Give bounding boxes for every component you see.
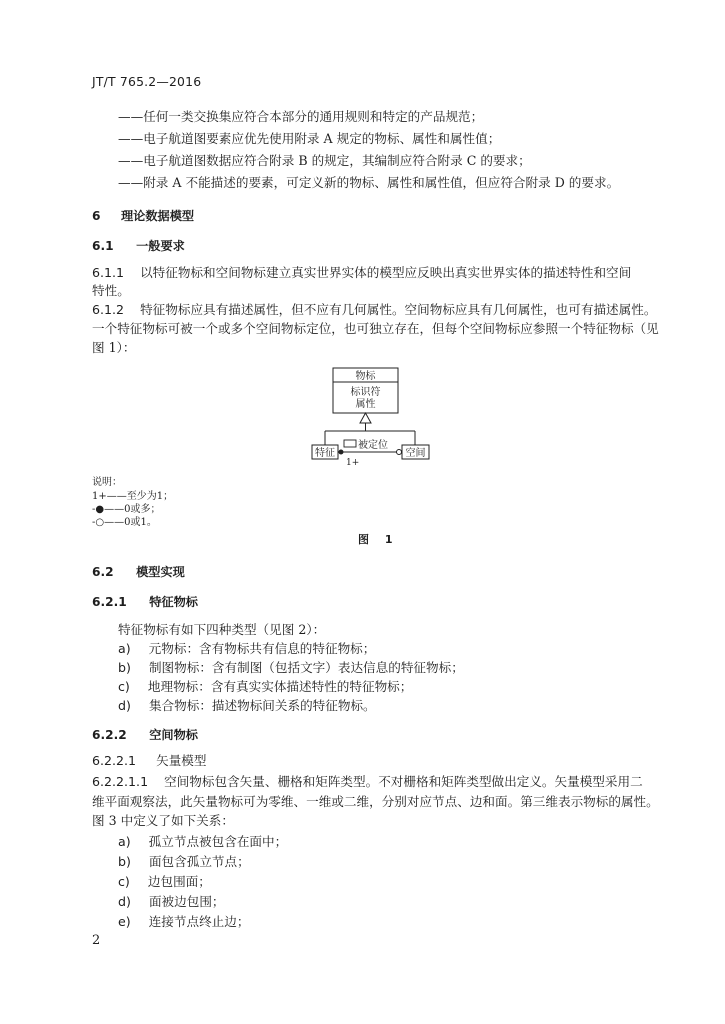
section-6-heading (92, 210, 194, 222)
association-hollow-end (397, 450, 402, 455)
list-text: 集合物标：描述物标间关系的特征物标。 (148, 698, 376, 713)
list-item (118, 662, 464, 675)
rule-item: ——附录 A 不能描述的要素，可定义新的物标、属性和属性值，但应符合附录 D 的要求。 (118, 175, 620, 190)
legend-text: ——0或1。 (104, 517, 157, 528)
paragraph-6-1-2-line2: 一个特征物标可被一个或多个空间物标定位，也可独立存在，但每个空间物标应参照一个特征物标（见 (92, 321, 659, 336)
list-item (118, 916, 249, 929)
list-item (118, 836, 287, 849)
section-title: 理论数据模型 (120, 209, 195, 223)
paragraph-6-2-2-1-1-line1 (92, 776, 643, 789)
legend-item (92, 505, 160, 515)
list-marker: c) (118, 679, 130, 694)
class-attr-line1: 标识符 (350, 387, 381, 398)
section-title: 空间物标 (149, 728, 198, 742)
section-6-1-heading (92, 240, 185, 252)
relation-label: 被定位 (358, 440, 388, 451)
list-marker: d) (118, 698, 131, 713)
spatial-label: 空间 (405, 448, 426, 459)
list-text: 元物标：含有物标共有信息的特征物标； (148, 641, 376, 656)
paragraph-text: 空间物标包含矢量、栅格和矩阵类型。不对栅格和矩阵类型做出定义。矢量模型采用二 (164, 774, 643, 789)
list-text: 边包围面； (147, 874, 211, 889)
list-text: 制图物标：含有制图（包括文字）表达信息的特征物标； (148, 660, 464, 675)
relation-label-box (344, 440, 356, 447)
legend-text: ——0或多； (104, 504, 161, 515)
multiplicity-label: 1+ (346, 458, 360, 468)
paragraph-text: 以特征物标和空间物标建立真实世界实体的模型应反映出真实世界实体的描述特性和空间 (140, 265, 632, 280)
document-header: JT/T 765.2—2016 (92, 74, 202, 89)
list-marker: a) (118, 641, 131, 656)
section-number: 6.2.1 (92, 595, 127, 609)
legend-symbol: 1+ (92, 491, 107, 502)
paragraph-6-2-2-1-1-line2: 维平面观察法，此矢量物标可为零维、一维或二维，分别对应节点、边和面。第三维表示物标的属性。 (92, 794, 659, 809)
feature-types-intro: 特征物标有如下四种类型（见图 2）： (118, 622, 326, 637)
legend-title: 说明： (92, 477, 122, 488)
list-marker: a) (118, 834, 131, 849)
section-6-2-2-1-heading (92, 755, 206, 768)
paragraph-6-1-2-line3: 图 1）： (92, 340, 136, 355)
association-filled-end (339, 450, 344, 455)
inheritance-triangle (360, 413, 371, 423)
list-text: 地理物标：含有真实实体描述特性的特征物标； (147, 679, 413, 694)
list-text: 孤立节点被包含在面中； (148, 834, 288, 849)
rule-item: ——电子航道图要素应优先使用附录 A 规定的物标、属性和属性值； (118, 131, 501, 146)
feature-label: 特征 (315, 448, 335, 459)
figure-1-caption: 图 1 (358, 533, 399, 546)
legend-item (92, 492, 173, 502)
list-marker: e) (118, 914, 131, 929)
class-attr-line2: 属性 (355, 399, 376, 410)
section-title: 矢量模型 (156, 753, 207, 768)
list-marker: d) (118, 894, 131, 909)
section-title: 模型实现 (136, 565, 185, 579)
paragraph-6-1-1-line2: 特性。 (92, 283, 130, 298)
list-text: 面包含孤立节点； (148, 854, 250, 869)
section-title: 一般要求 (136, 239, 185, 253)
section-title: 特征物标 (149, 595, 198, 609)
page-number: 2 (92, 933, 101, 948)
legend-text: ——至少为1； (106, 491, 174, 502)
paragraph-6-1-1-line1 (92, 267, 631, 280)
clause-number: 6.1.2 (92, 302, 125, 317)
legend-symbol: -● (92, 504, 105, 515)
class-name-label: 物标 (355, 371, 376, 382)
list-item (118, 876, 211, 889)
paragraph-6-1-2-line1 (92, 304, 656, 317)
rule-item: ——电子航道图数据应符合附录 B 的规定，其编制应符合附录 C 的要求； (118, 153, 531, 168)
section-6-2-heading (92, 566, 185, 578)
rule-item: ——任何一类交换集应符合本部分的通用规则和特定的产品规范； (118, 109, 484, 124)
list-marker: c) (118, 874, 130, 889)
section-6-2-1-heading (92, 596, 198, 608)
list-text: 面被边包围； (148, 894, 225, 909)
list-item (118, 856, 250, 869)
paragraph-6-2-2-1-1-line3: 图 3 中定义了如下关系： (92, 813, 234, 828)
list-item (118, 896, 225, 909)
list-marker: b) (118, 854, 131, 869)
list-item (118, 700, 376, 713)
section-number: 6.2.2 (92, 728, 127, 742)
list-item (118, 681, 412, 694)
legend-symbol: -○ (92, 517, 105, 528)
paragraph-text: 特征物标应具有描述属性，但不应有几何属性。空间物标应具有几何属性，也可有描述属性。 (140, 302, 657, 317)
section-number: 6.1 (92, 239, 114, 253)
list-text: 连接节点终止边； (148, 914, 250, 929)
list-item (118, 643, 375, 656)
list-marker: b) (118, 660, 131, 675)
section-number: 6.2 (92, 565, 114, 579)
legend-item (92, 518, 157, 528)
section-6-2-2-heading (92, 729, 198, 741)
figure-1-diagram (300, 360, 450, 475)
clause-number: 6.1.1 (92, 265, 125, 280)
section-number: 6 (92, 209, 101, 223)
section-number: 6.2.2.1 (92, 753, 137, 768)
clause-number: 6.2.2.1.1 (92, 774, 149, 789)
